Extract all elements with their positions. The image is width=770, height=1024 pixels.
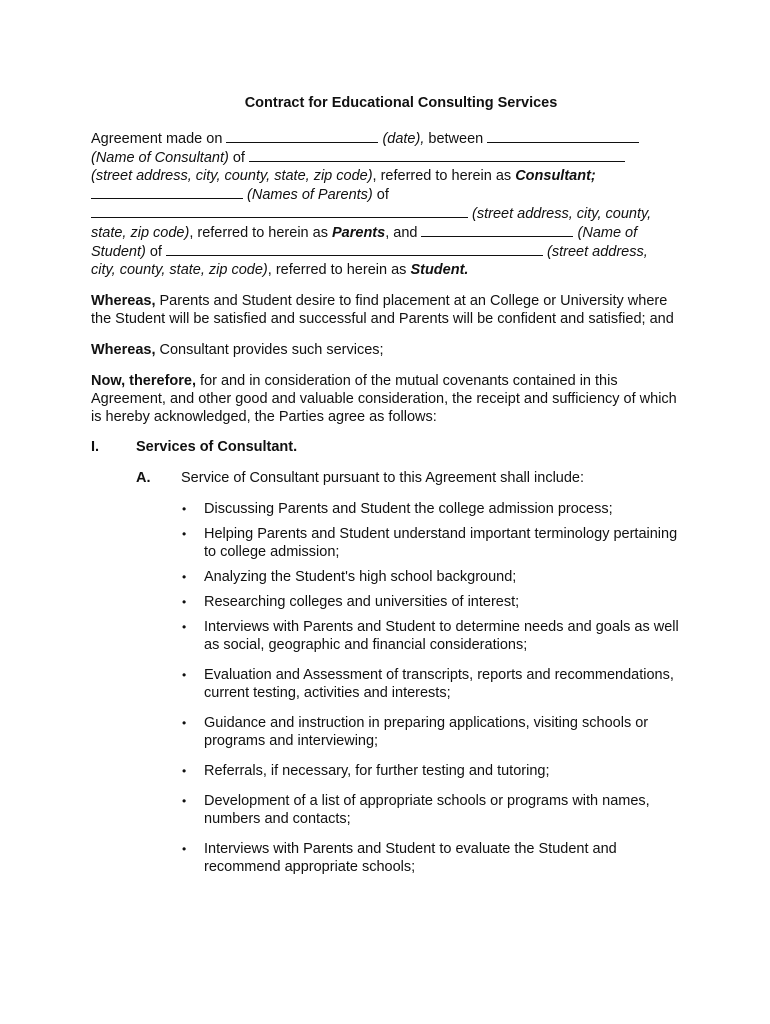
section-heading [91,438,681,456]
subsection-a [91,469,681,487]
subsection-letter: A. [136,470,151,486]
whereas-paragraph-1: Whereas, Parents and Student desire to find placement at an College or University where the Student will be satisfied and successful and Parents will be confident and satisfied; and [91,293,674,327]
intro-line-4: (Names of Parents) of [91,185,681,204]
document-page [91,94,681,888]
intro-line-5: (street address, city, county, [91,204,681,223]
services-list [91,500,681,876]
intro-line-1: Agreement made on (date), between [91,129,681,148]
intro-line-8: city, county, state, zip code), referred to herein as Student. [91,262,469,278]
list-item: • Interviews with Parents and Student to evaluate the Student and recommend appropriate schools; [182,841,617,875]
bullet-icon: • [182,716,187,730]
student-name-blank[interactable] [421,223,573,237]
bullet-icon: • [182,527,187,541]
list-item: • Helping Parents and Student understand important terminology pertaining to college admission; [182,526,678,560]
consultant-address-blank[interactable] [249,148,625,162]
list-item: • Analyzing the Student's high school background; [182,569,517,585]
section-title: Services of Consultant. [136,439,298,455]
bullet-icon: • [182,794,187,808]
intro-line-3: (street address, city, county, state, zip code), referred to herein as Consultant; [91,168,596,184]
intro-line-7: Student) of (street address, [91,244,648,260]
parents-address-blank[interactable] [91,204,468,218]
bullet-icon: • [182,620,187,634]
consultant-name-blank[interactable] [487,129,639,143]
intro-line-6: state, zip code), referred to herein as Parents, and (Name of [91,225,638,241]
bullet-icon: • [182,764,187,778]
section-number: I. [91,439,100,455]
list-item: • Referrals, if necessary, for further testing and tutoring; [182,763,550,779]
bullet-icon: • [182,668,187,682]
date-blank[interactable] [226,129,378,143]
list-item: • Development of a list of appropriate schools or programs with names, numbers and contacts; [182,793,650,827]
subsection-text: Service of Consultant pursuant to this Agreement shall include: [181,470,585,486]
now-therefore-paragraph: Now, therefore, for and in consideration of the mutual covenants contained in this Agreement, and other good and valuable consideration, the receipt and sufficiency of which is hereby acknowledged, the Parties agree as follows: [91,373,677,425]
list-item: • Guidance and instruction in preparing applications, visiting schools or programs and interviewing; [182,715,649,749]
whereas-paragraph-2: Whereas, Consultant provides such services; [91,342,384,358]
list-item: • Interviews with Parents and Student to determine needs and goals as well as social, geographic and financial considerations; [182,619,679,653]
student-address-blank[interactable] [166,242,543,256]
intro-paragraph [91,129,681,279]
list-item: • Researching colleges and universities of interest; [182,594,520,610]
bullet-icon: • [182,502,187,516]
document-title: Contract for Educational Consulting Services [244,95,558,111]
intro-line-2: (Name of Consultant) of [91,148,681,167]
list-item: • Discussing Parents and Student the college admission process; [182,501,613,517]
parents-name-blank[interactable] [91,185,243,199]
bullet-icon: • [182,570,187,584]
list-item: • Evaluation and Assessment of transcripts, reports and recommendations, current testing, activities and interests; [182,667,674,701]
bullet-icon: • [182,842,187,856]
bullet-icon: • [182,595,187,609]
